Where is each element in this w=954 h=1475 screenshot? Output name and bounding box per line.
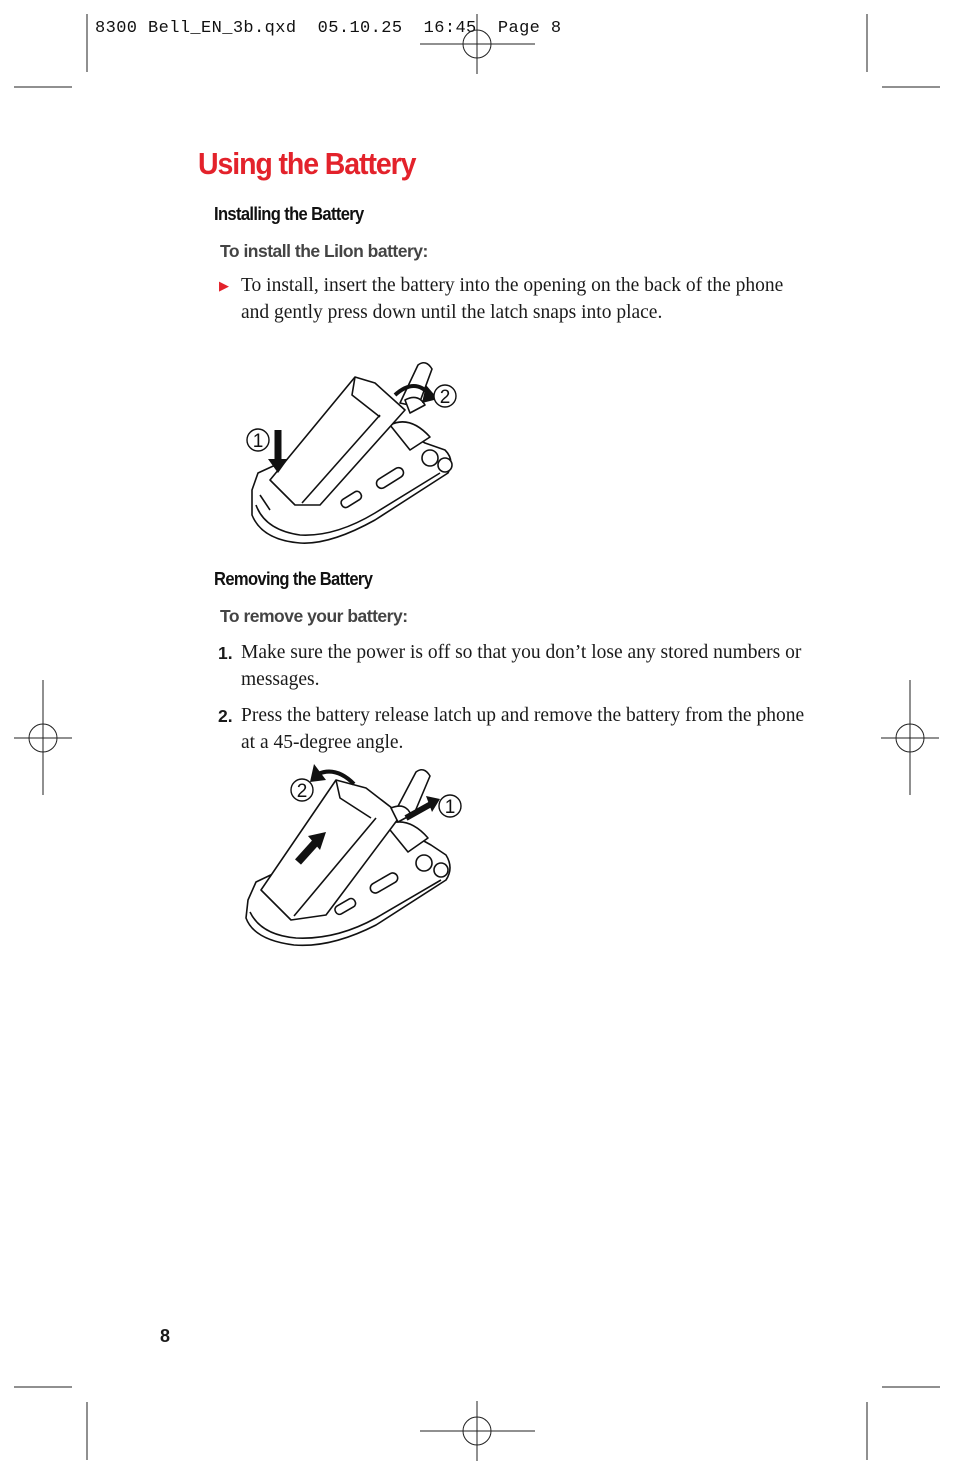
install-step-1-label: 1 — [252, 431, 264, 452]
registration-mark-bottom — [420, 1401, 535, 1461]
remove-battery-figure — [236, 760, 476, 955]
install-step-2-label: 2 — [439, 387, 451, 408]
remove-step-2: Press the battery release latch up and remove the battery from the phone at a 45-degree angle. — [241, 705, 805, 753]
section-heading-remove: Removing the Battery — [214, 569, 373, 589]
page-number: 8 — [160, 1326, 171, 1346]
subheading-remove: To remove your battery: — [220, 606, 408, 626]
remove-step-2-label: 2 — [296, 781, 308, 802]
install-battery-figure — [240, 355, 470, 550]
remove-step-1: Make sure the power is off so that you don’t lose any stored numbers or messages. — [241, 642, 802, 690]
section-heading-install: Installing the Battery — [214, 204, 364, 224]
remove-step-1-label: 1 — [444, 797, 456, 818]
bullet-triangle-icon: ▶ — [219, 279, 229, 294]
registration-mark-left — [14, 680, 72, 795]
printer-slug: 8300 Bell_EN_3b.qxd 05.10.25 16:45 Page 8 — [95, 19, 562, 38]
step-number: 2. — [218, 706, 233, 726]
page-title: Using the Battery — [198, 146, 416, 181]
install-instruction: To install, insert the battery into the opening on the back of the phone and gently press down until the latch snaps into place. — [241, 275, 784, 323]
registration-mark-right — [881, 680, 939, 795]
step-number: 1. — [218, 643, 233, 663]
subheading-install: To install the LiIon battery: — [220, 241, 428, 261]
registration-mark-top — [420, 14, 535, 74]
